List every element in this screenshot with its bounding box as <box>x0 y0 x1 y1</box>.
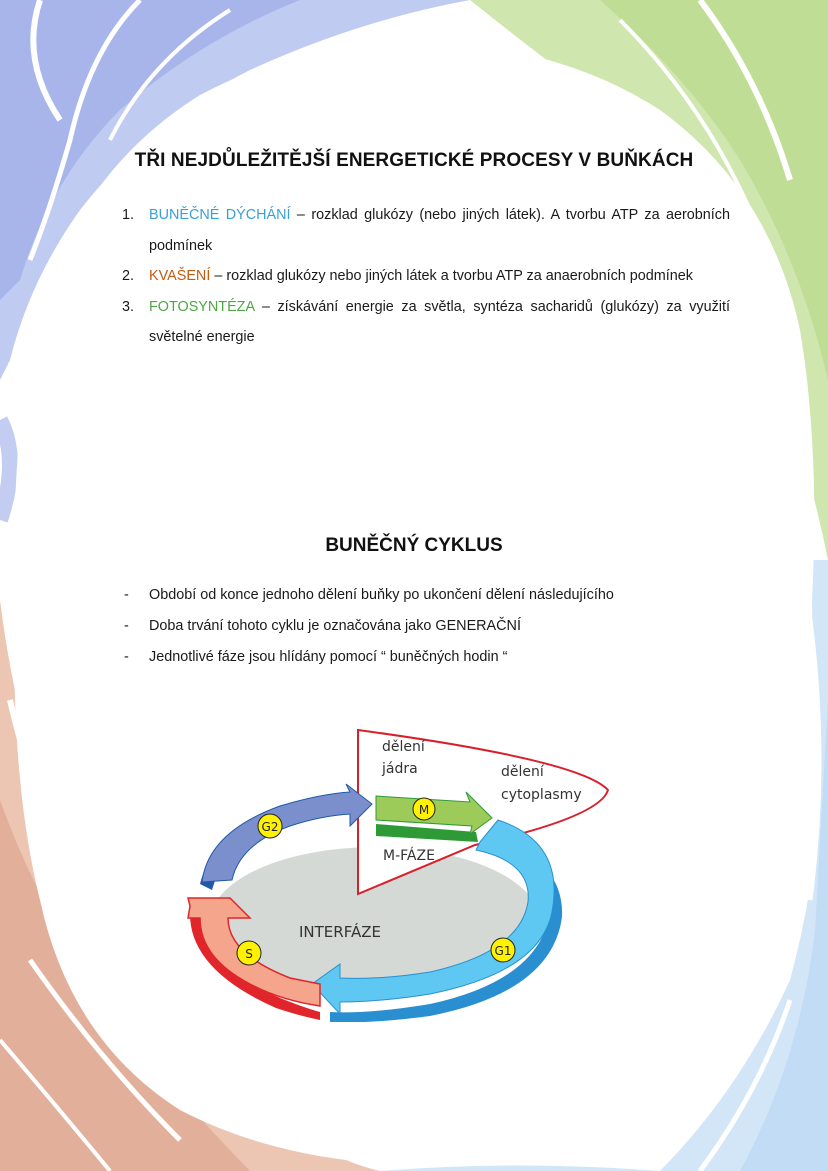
list-item <box>122 261 730 292</box>
energy-processes-title: TŘI NEJDŮLEŽITĚJŠÍ ENERGETICKÉ PROCESY V BUŇKÁCH <box>134 150 694 171</box>
interphase-label: INTERFÁZE <box>299 923 381 941</box>
list-item <box>122 292 730 353</box>
badge-s <box>237 941 261 965</box>
dash-bullet: - <box>124 618 129 634</box>
fact-text: Období od konce jednoho dělení buňky po ukončení dělení následujícího <box>149 587 614 603</box>
fact-text: Doba trvání tohoto cyklu je označována jako GENERAČNÍ <box>149 618 521 634</box>
svg-text:S: S <box>245 947 253 961</box>
nucleus-division-label-2: jádra <box>382 761 418 777</box>
list-item <box>122 200 730 261</box>
list-number: 3. <box>122 298 135 315</box>
process-term: KVAŠENÍ <box>149 268 211 284</box>
cell-cycle-diagram <box>180 722 620 1022</box>
cytoplasm-division-label-2: cytoplasmy <box>501 787 582 803</box>
cell-cycle-facts <box>122 580 742 673</box>
cytoplasm-division-label: dělení <box>501 764 544 780</box>
badge-g2 <box>258 814 282 838</box>
m-phase-label: M-FÁZE <box>383 848 435 864</box>
svg-text:G2: G2 <box>261 820 279 834</box>
nucleus-division-label: dělení <box>382 739 425 755</box>
process-description: – rozklad glukózy (nebo jiných látek). A tvorbu ATP za aerobních podmínek <box>149 207 730 254</box>
process-term: BUNĚČNÉ DÝCHÁNÍ <box>149 207 291 223</box>
cell-cycle-title: BUNĚČNÝ CYKLUS <box>325 535 503 556</box>
list-item <box>122 642 742 673</box>
badge-m <box>413 798 435 820</box>
energy-processes-list <box>122 200 730 353</box>
list-item <box>122 580 742 611</box>
svg-text:M: M <box>418 803 430 817</box>
dash-bullet: - <box>124 587 129 603</box>
process-description: – rozklad glukózy nebo jiných látek a tvorbu ATP za anaerobních podmínek <box>210 268 693 284</box>
svg-text:G1: G1 <box>494 944 512 958</box>
process-term: FOTOSYNTÉZA <box>149 298 255 315</box>
badge-g1 <box>491 938 515 962</box>
list-number: 2. <box>122 268 135 284</box>
dash-bullet: - <box>124 649 129 665</box>
list-number: 1. <box>122 207 135 223</box>
list-item <box>122 611 742 642</box>
process-description: – získávání energie za světla, syntéza sacharidů (glukózy) za využití světelné energie <box>149 298 730 345</box>
fact-text: Jednotlivé fáze jsou hlídány pomocí “ buněčných hodin “ <box>149 649 508 665</box>
